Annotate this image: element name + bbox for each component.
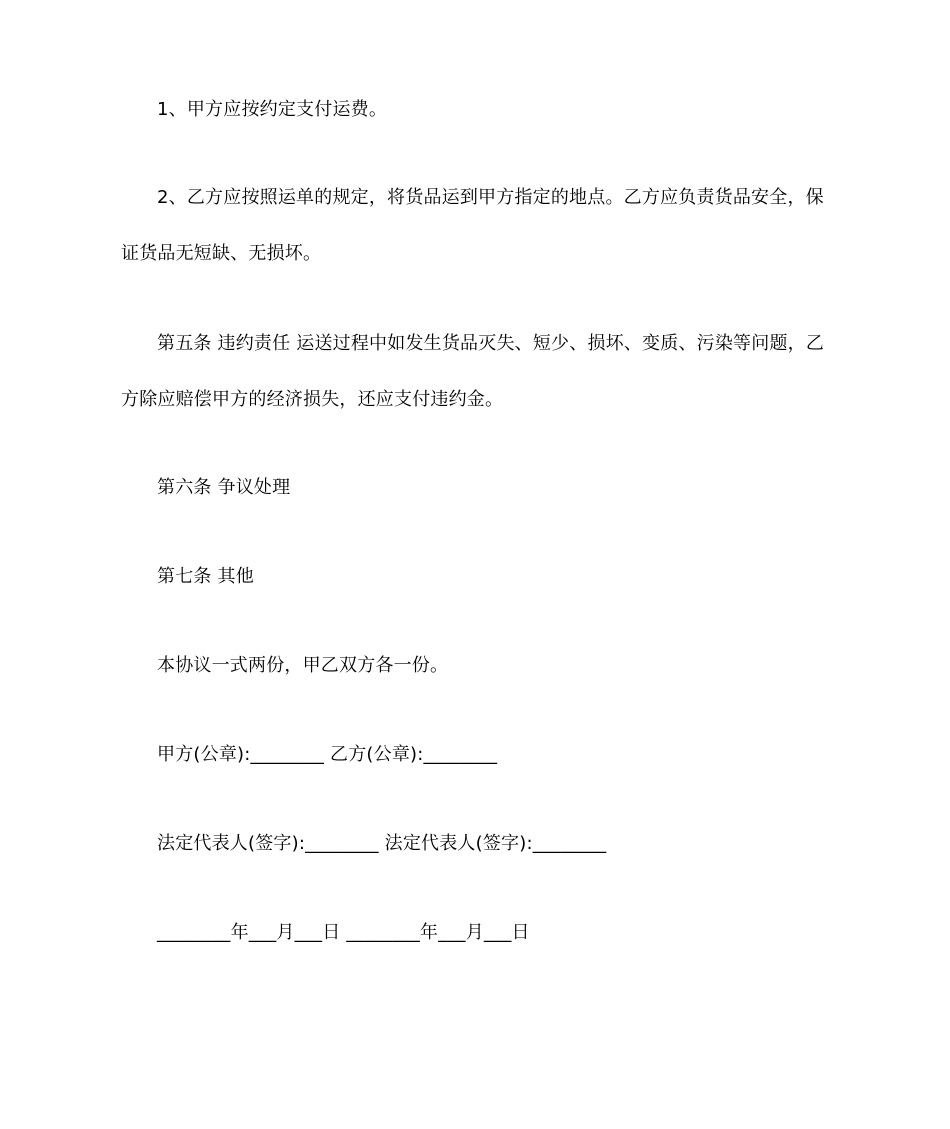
date-line: ________年___月___日 ________年___月___日 [157,922,530,943]
party-seal-line: 甲方(公章):________ 乙方(公章):________ [157,744,498,765]
clause-2-delivery-line-2: 证货品无短缺、无损坏。 [121,243,322,264]
legal-representative-signature-line: 法定代表人(签字):________ 法定代表人(签字):________ [157,833,607,854]
article-6-dispute-heading: 第六条 争议处理 [157,477,291,498]
article-7-other-heading: 第七条 其他 [157,566,254,587]
article-5-liability-line-2: 方除应赔偿甲方的经济损失，还应支付违约金。 [121,389,504,410]
clause-2-delivery-line-1: 2、乙方应按照运单的规定，将货品运到甲方指定的地点。乙方应负责货品安全，保 [157,187,824,208]
copies-statement: 本协议一式两份，甲乙双方各一份。 [157,655,449,676]
article-5-liability-line-1: 第五条 违约责任 运送过程中如发生货品灭失、短少、损坏、变质、污染等问题，乙 [157,333,825,354]
clause-1-payment: 1、甲方应按约定支付运费。 [157,99,388,120]
